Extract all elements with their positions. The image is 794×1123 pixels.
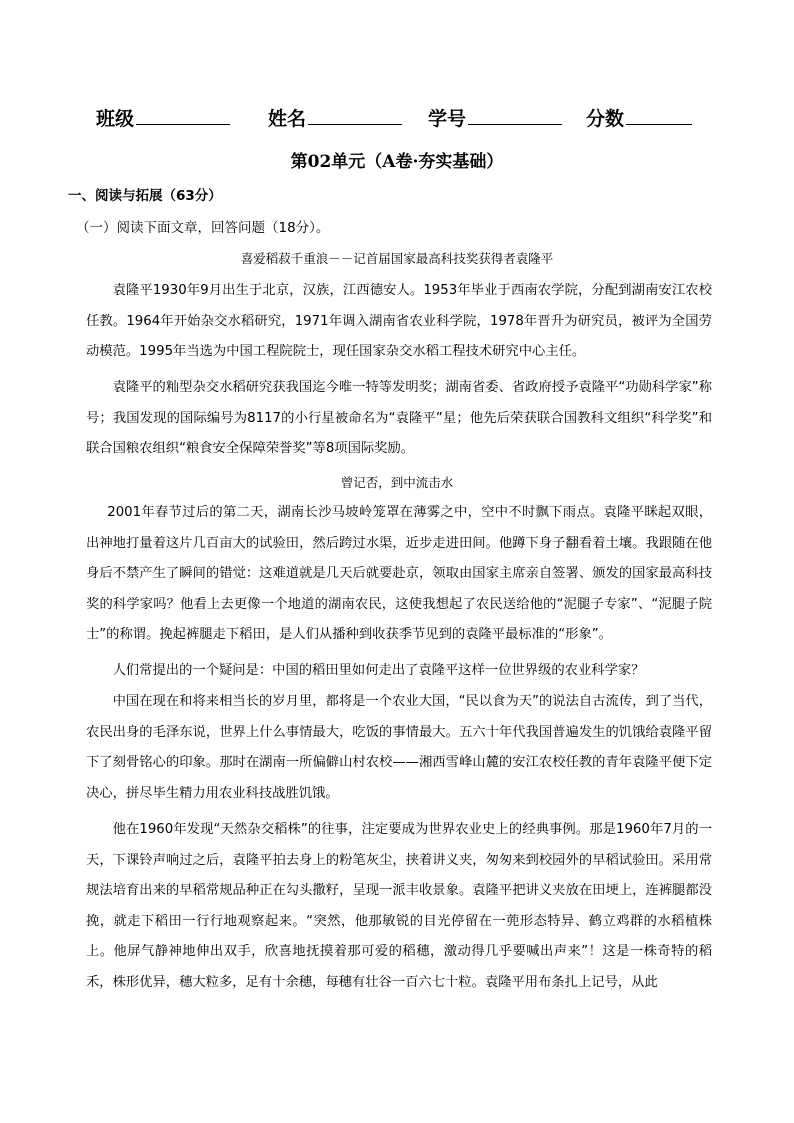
name-field [268,102,402,131]
name-label: 姓名 [268,108,307,130]
section-heading: 一、阅读与拓展（63分） [68,188,222,204]
article-paragraph: 袁隆平的籼型杂交水稻研究获我国迄今唯一特等发明奖；湖南省委、省政府授予袁隆平“功勋科学家”称号；我国发现的国际编号为8117的小行星被命名为“袁隆平”星；他先后荣获联合国教科文组织“科学奖”和联合国粮农组织“粮食安全保障荣誉奖”等8项国际奖励。 [86,380,712,456]
class-field [96,102,230,131]
article-paragraph: 人们常提出的一个疑问是：中国的稻田里如何走出了袁隆平这样一位世界级的农业科学家？ [112,663,645,678]
student-info-line [96,102,696,132]
article-paragraph: 他在1960年发现“天然杂交稻株”的往事，注定要成为世界农业史上的经典事例。那是1960年7月的一天，下课铃声响过之后，袁隆平拍去身上的粉笔灰尘，挟着讲义夹，匆匆来到校园外的早稻试验田。采用常规法培育出来的早稻常规品种正在勾头撒籽，呈现一派丰收景象。袁隆平把讲义夹放在田埂上，连裤腿都没挽，就走下稻田一行行地观察起来。“突然，他那敏锐的目光停留在一蔸形态特异、鹤立鸡群的水稻植株上。他屏气静神地伸出双手，欣喜地抚摸着那可爱的稻穗，激动得几乎要喊出声来”！这是一株奇特的稻禾，株形优异，穗大粒多，足有十余穗，每穗有壮谷一百六七十粒。袁隆平用布条扎上记号，从此 [86,822,712,990]
student-number-label: 学号 [428,108,467,130]
score-blank[interactable] [626,102,692,125]
student-number-blank[interactable] [468,102,562,125]
article-paragraph: 2001年春节过后的第二天，湖南长沙马坡岭笼罩在薄雾之中，空中不时飘下雨点。袁隆平眯起双眼，出神地打量着这片几百亩大的试验田，然后跨过水渠，近步走进田间。他蹲下身子翻看着土壤。我跟随在他身后不禁产生了瞬间的错觉：这难道就是几天后就要赴京，领取由国家主席亲自签署、颁发的国家最高科技奖的科学家吗？他看上去更像一个地道的湖南农民，这使我想起了农民送给他的“泥腿子专家”、“泥腿子院士”的称谓。挽起裤腿走下稻田，是人们从播种到收获季节见到的袁隆平最标准的“形象”。 [86,505,712,642]
article-paragraph: 中国在现在和将来相当长的岁月里，都将是一个农业大国，“民以食为天”的说法自古流传，到了当代，农民出身的毛泽东说，世界上什么事情最大，吃饭的事情最大。五六十年代我国普遍发生的饥饿给袁隆平留下了刻骨铭心的印象。那时在湖南一所偏僻山村农校——湘西雪峰山麓的安江农校任教的青年袁隆平便下定决心，拼尽毕生精力用农业科技战胜饥饿。 [86,694,712,801]
class-blank[interactable] [136,102,230,125]
question-instruction: （一）阅读下面文章，回答问题（18分）。 [76,220,330,236]
article-title: 喜爱稻菽千重浪－－记首届国家最高科技奖获得者袁隆平 [240,251,554,266]
score-field [586,102,692,131]
unit-title: 第02单元（A卷·夯实基础） [290,152,504,172]
score-label: 分数 [586,108,625,130]
article-paragraph: 袁隆平1930年9月出生于北京，汉族，江西德安人。1953年毕业于西南农学院，分配到湖南安江农校任教。1964年开始杂交水稻研究，1971年调入湖南省农业科学院，1978年晋升为研究员，被评为全国劳动模范。1995年当选为中国工程院院士，现任国家杂交水稻工程技术研究中心主任。 [86,283,712,359]
name-blank[interactable] [308,102,402,125]
article-subtitle: 曾记否，到中流击水 [340,475,454,490]
student-number-field [428,102,562,131]
class-label: 班级 [96,108,135,130]
